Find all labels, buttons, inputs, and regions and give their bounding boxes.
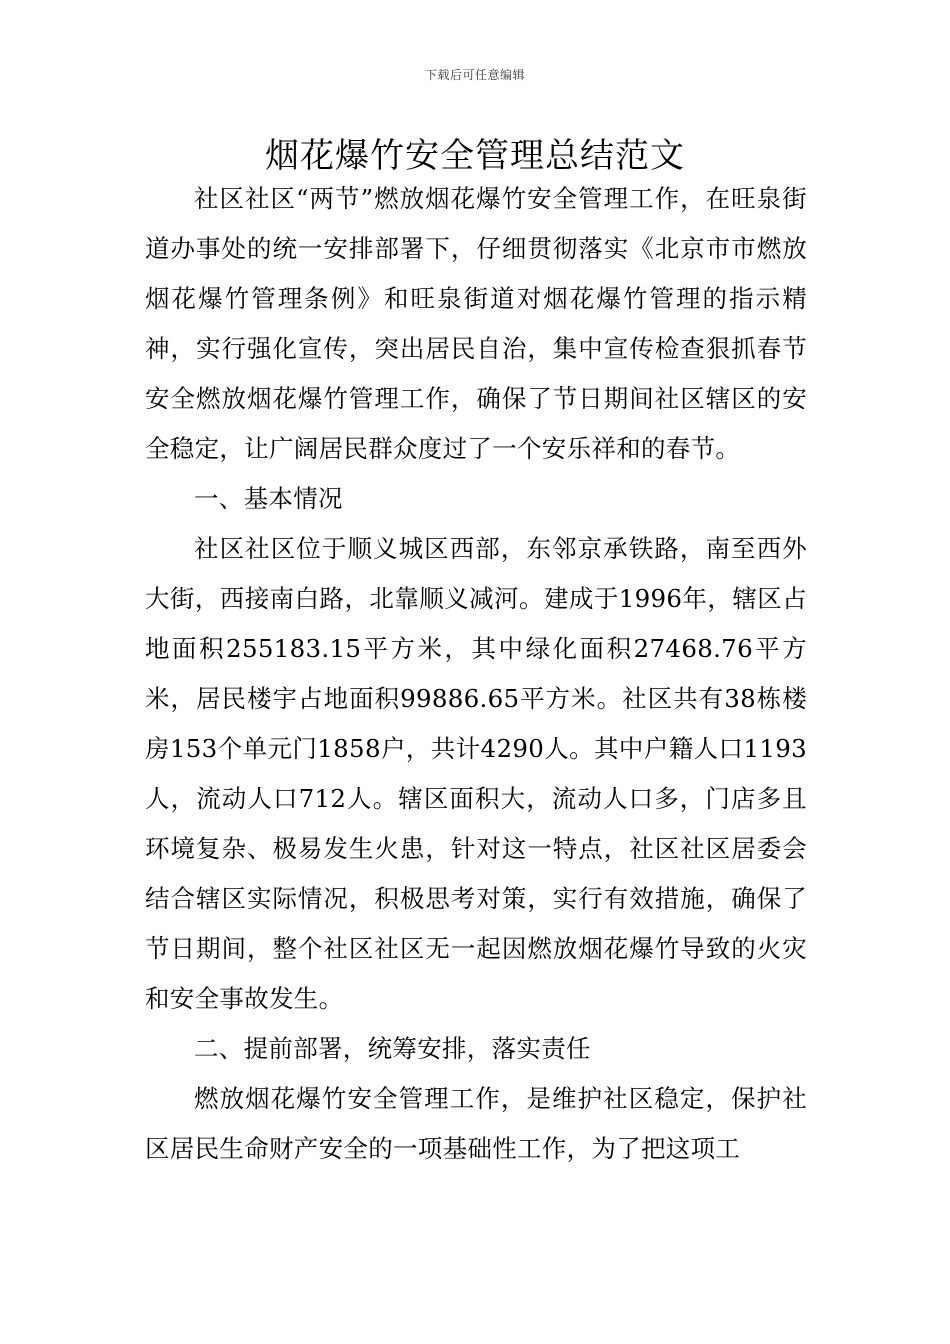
basic-situation-paragraph: 社区社区位于顺义城区西部，东邻京承铁路，南至西外大街，西接南白路，北靠顺义减河。建成于1996年，辖区占地面积255183.15平方米，其中绿化面积27468.76平方米，居民楼宇占地面积99886.65平方米。社区共有38栋楼房153个单元门1858户，共计4290人。其中户籍人口1193人，流动人口712人。辖区面积大，流动人口多，门店多且环境复杂、极易发生火患，针对这一特点，社区社区居委会结合辖区实际情况，积极思考对策，实行有效措施，确保了节日期间，整个社区社区无一起因燃放烟花爆竹导致的火灾和安全事故发生。: [145, 534, 807, 1013]
document-body: [145, 174, 807, 1174]
document-title: 烟花爆竹安全管理总结范文: [265, 136, 685, 176]
intro-paragraph: 社区社区“两节”燃放烟花爆竹安全管理工作，在旺泉街道办事处的统一安排部署下，仔细贯彻落实《北京市市燃放烟花爆竹管理条例》和旺泉街道对烟花爆竹管理的指示精神，实行强化宣传，突出居民自治，集中宣传检查狠抓春节安全燃放烟花爆竹管理工作，确保了节日期间社区辖区的安全稳定，让广阔居民群众度过了一个安乐祥和的春节。: [145, 184, 807, 463]
deployment-paragraph: 燃放烟花爆竹安全管理工作，是维护社区稳定，保护社区居民生命财产安全的一项基础性工作，为了把这项工: [145, 1084, 807, 1163]
header-note: 下载后可任意编辑: [424, 68, 525, 82]
section-heading-basic-situation: 一、基本情况: [194, 484, 343, 513]
section-heading-deployment: 二、提前部署，统筹安排，落实责任: [194, 1034, 591, 1063]
